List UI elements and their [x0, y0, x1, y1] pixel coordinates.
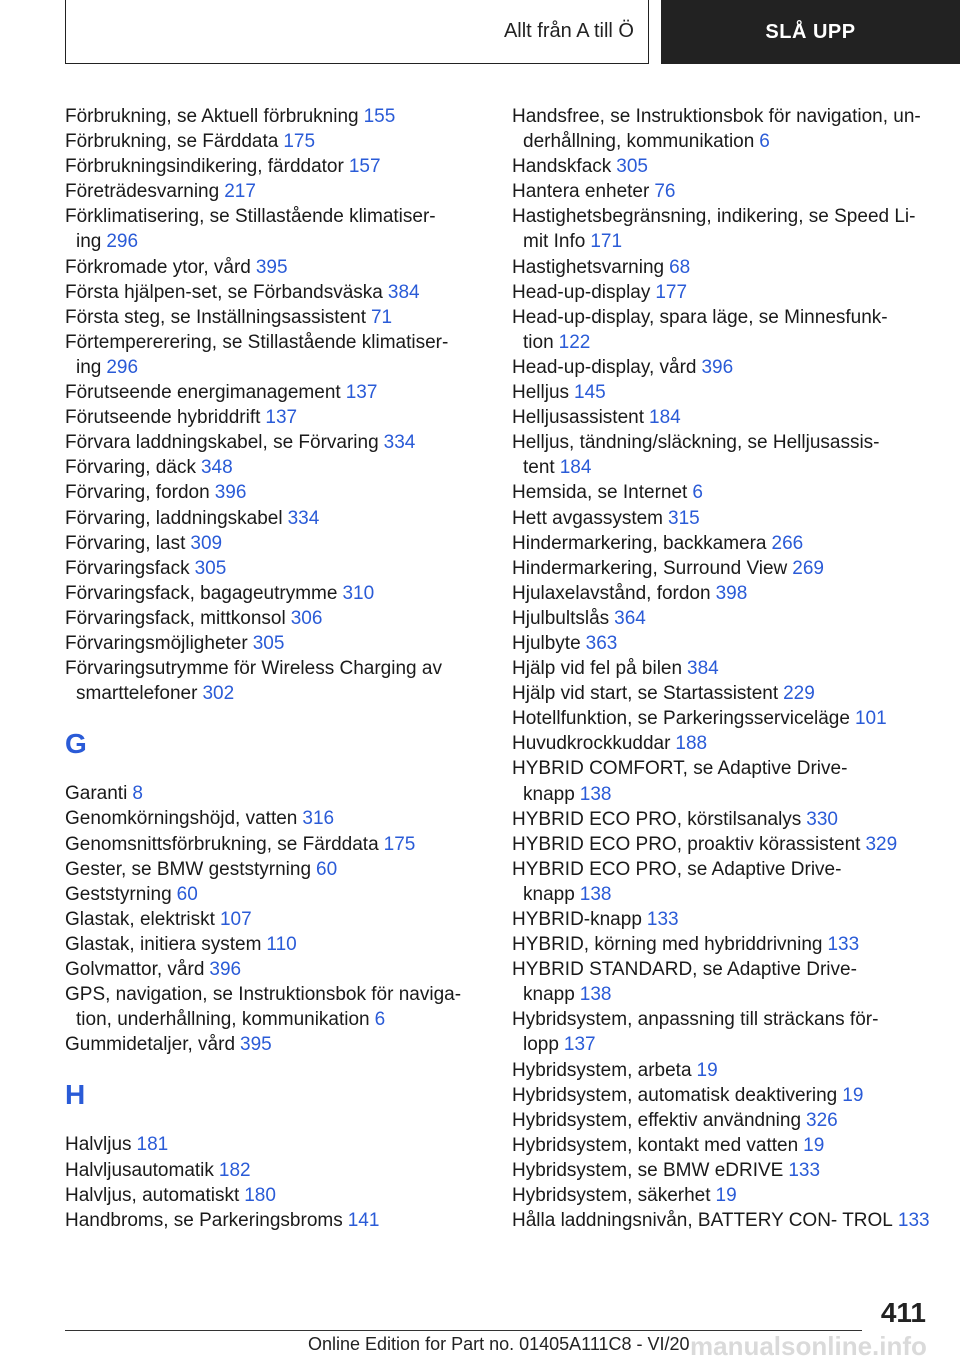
page-link[interactable]: 180	[244, 1184, 276, 1206]
page-link[interactable]: 19	[842, 1084, 864, 1106]
page-link[interactable]: 107	[219, 908, 252, 930]
page-link[interactable]: 137	[345, 382, 378, 404]
page-link[interactable]: 177	[655, 281, 688, 303]
index-entry-text: Helljus	[512, 382, 570, 404]
page-link[interactable]: 330	[806, 808, 838, 830]
index-entry-text: Genomkörningshöjd, vatten	[65, 808, 298, 830]
page-link[interactable]: 175	[383, 833, 416, 855]
page-link[interactable]: 266	[771, 532, 804, 554]
index-entry	[512, 355, 932, 380]
page-link[interactable]: 71	[370, 306, 393, 328]
index-entry-text: Hybridsystem, säkerhet	[512, 1185, 711, 1207]
page-link[interactable]: 133	[827, 934, 860, 956]
index-entry	[512, 1133, 932, 1158]
page-link[interactable]: 310	[342, 582, 375, 604]
index-entry-text: Hybridsystem, kontakt med vatten	[512, 1134, 799, 1156]
index-entry-text: Hotellfunktion, se Parkeringsserviceläge	[512, 708, 850, 730]
index-entry	[512, 1208, 932, 1233]
index-entry-text: Hemsida, se Internet	[512, 482, 688, 504]
index-entry	[512, 280, 932, 305]
index-entry	[65, 932, 465, 957]
index-entry	[512, 255, 932, 280]
index-entry	[65, 405, 465, 430]
slaa-upp-button[interactable]	[661, 0, 960, 64]
page-link[interactable]: 334	[287, 507, 320, 529]
page-link[interactable]: 175	[283, 131, 316, 153]
index-entry	[512, 1108, 932, 1133]
index-entry	[65, 606, 465, 631]
index-entry-text: Förvaring, last	[65, 532, 186, 554]
page-number: 411	[880, 1297, 926, 1328]
index-entry-text: Hjulbyte	[512, 632, 581, 654]
index-entry	[512, 731, 932, 756]
index-entry-text: Halvljusautomatik	[65, 1159, 214, 1181]
index-entry	[512, 857, 932, 907]
index-entry	[512, 681, 932, 706]
index-entry	[65, 104, 465, 129]
page-link[interactable]: 316	[302, 808, 335, 830]
page-link[interactable]: 133	[646, 909, 679, 930]
page-link[interactable]: 395	[240, 1034, 272, 1056]
index-entry	[65, 581, 465, 606]
index-entry-text: Halvljus	[65, 1134, 132, 1156]
index-entry-text: Hybridsystem, automatisk deaktivering	[512, 1084, 838, 1106]
index-entry-text: Hett avgassystem	[512, 507, 663, 529]
index-entry	[512, 154, 932, 179]
index-entry-text: Förvaringsfack, mittkonsol	[65, 607, 286, 629]
index-entry	[512, 305, 932, 355]
index-entry-text: Handbroms, se Parkeringsbroms	[65, 1209, 343, 1231]
index-entry-text: Hålla laddningsnivån, BATTERY CON- TROL	[512, 1210, 893, 1232]
index-entry	[65, 907, 465, 932]
index-entry-text: Genomsnittsförbrukning, se Färddata	[65, 833, 379, 855]
index-entry	[512, 807, 932, 832]
index-entry-text: Förvaringsfack, bagageutrymme	[65, 582, 338, 604]
page-link[interactable]: 217	[224, 181, 256, 203]
index-entry-text: Förtempererering, se Stillastående klimatiser- ing	[65, 331, 449, 378]
index-entry	[65, 656, 465, 706]
page-link[interactable]: 315	[668, 507, 700, 529]
index-entry	[65, 129, 465, 154]
index-entry-text: Förutseende hybriddrift	[65, 407, 261, 429]
index-entry	[65, 857, 465, 882]
page-link[interactable]: 334	[383, 432, 416, 454]
slaa-upp-label: SLÅ UPP	[765, 20, 856, 43]
page-link[interactable]: 329	[865, 833, 898, 855]
page-link[interactable]: 229	[783, 683, 815, 705]
index-entry-text: Hjulaxelavstånd, fordon	[512, 582, 711, 604]
page-link[interactable]: 363	[585, 632, 618, 654]
page-link[interactable]: 396	[214, 482, 247, 504]
index-entry-text: Garanti	[65, 783, 128, 805]
index-entry	[65, 806, 465, 831]
index-entry-text: Hjälp vid fel på bilen	[512, 658, 683, 680]
index-entry	[512, 531, 932, 556]
index-entry	[65, 631, 465, 656]
index-entry	[512, 932, 932, 957]
index-entry-text: Halvljus, automatiskt	[65, 1184, 240, 1206]
page-link[interactable]: 145	[574, 382, 606, 404]
index-entry-text: Förvaringsutrymme för Wireless Charging av smarttelefoner	[65, 658, 442, 705]
section-tab[interactable]	[65, 0, 649, 64]
index-entry	[512, 104, 932, 154]
index-entry	[65, 330, 465, 380]
index-entry	[512, 556, 932, 581]
index-entry-text: Geststyrning	[65, 883, 172, 905]
page-link[interactable]: 384	[687, 658, 719, 680]
index-entry-text: Golvmattor, vård	[65, 959, 205, 980]
index-entry-text: Hjulbultslås	[512, 607, 610, 629]
index-entry-text: Hybridsystem, se BMW eDRIVE	[512, 1159, 784, 1181]
index-entry-text: Hantera enheter	[512, 181, 650, 203]
page-link[interactable]: 60	[176, 883, 198, 905]
index-entry	[65, 204, 465, 254]
index-entry	[512, 380, 932, 405]
index-entry	[65, 1183, 465, 1208]
index-entry-text: Förbrukning, se Färddata	[65, 131, 279, 153]
page-link[interactable]: 137	[563, 1034, 596, 1056]
page-link[interactable]: 133	[788, 1159, 821, 1181]
index-entry	[512, 204, 932, 254]
page-link[interactable]: 157	[348, 156, 381, 178]
index-column-right	[512, 104, 932, 1233]
index-entry-text: HYBRID ECO PRO, se Adaptive Drive- knapp	[512, 858, 842, 905]
index-entry	[512, 907, 932, 932]
index-entry	[512, 506, 932, 531]
index-entry	[512, 631, 932, 656]
index-entry-text: Förvaringsfack	[65, 557, 190, 579]
page-link[interactable]: 181	[136, 1134, 169, 1156]
page-link[interactable]: 68	[669, 256, 691, 278]
index-entry-text: Gester, se BMW geststyrning	[65, 858, 312, 880]
index-entry-text: Förvara laddningskabel, se Förvaring	[65, 432, 379, 454]
page-link[interactable]: 138	[579, 883, 612, 905]
page-link[interactable]: 302	[202, 683, 235, 705]
index-entry-text: Förbrukning, se Aktuell förbrukning	[65, 106, 359, 127]
index-entry	[65, 1208, 465, 1233]
index-entry-text: Handsfree, se Instruktionsbok för navigation, un- derhållning, kommunikation	[512, 106, 921, 153]
index-entry-text: Gummidetaljer, vård	[65, 1034, 236, 1056]
index-entry	[512, 1183, 932, 1208]
index-entry-text: Handskfack	[512, 156, 612, 178]
page-link[interactable]: 384	[387, 281, 420, 303]
page-link[interactable]: 305	[616, 156, 648, 178]
index-entry	[65, 480, 465, 505]
section-letter: H	[65, 1079, 86, 1111]
index-entry	[65, 1132, 465, 1157]
index-entry-text: Helljusassistent	[512, 407, 644, 429]
index-entry	[65, 506, 465, 531]
page-link[interactable]: 60	[316, 858, 338, 880]
index-entry	[512, 706, 932, 731]
page-link[interactable]: 8	[132, 783, 143, 805]
page-link[interactable]: 296	[106, 356, 139, 378]
index-entry	[65, 882, 465, 907]
page-link[interactable]: 6	[374, 1009, 386, 1031]
index-entry	[512, 480, 932, 505]
index-entry-text: Hindermarkering, Surround View	[512, 557, 788, 579]
index-entry	[512, 179, 932, 204]
index-entry-text: Förutseende energimanagement	[65, 382, 341, 404]
page-link[interactable]: 133	[897, 1210, 930, 1232]
index-entry-text: Hybridsystem, effektiv användning	[512, 1109, 802, 1131]
page-link[interactable]: 348	[200, 457, 233, 479]
index-entry	[65, 380, 465, 405]
page-link[interactable]: 155	[363, 106, 396, 127]
index-entry	[65, 832, 465, 857]
index-entry-text: Glastak, initiera system	[65, 933, 262, 955]
section-title: Allt från A till Ö	[503, 20, 634, 42]
index-entry	[65, 255, 465, 280]
index-entry	[65, 1032, 465, 1057]
page-link[interactable]: 19	[803, 1134, 825, 1156]
index-entry	[65, 531, 465, 556]
index-entry	[65, 957, 465, 982]
index-entry	[512, 1058, 932, 1083]
page-link[interactable]: 6	[692, 482, 703, 504]
index-entry-text: Förvaring, laddningskabel	[65, 507, 283, 529]
page-link[interactable]: 138	[579, 783, 612, 805]
index-entry-text: HYBRID STANDARD, se Adaptive Drive- knapp	[512, 959, 857, 1006]
index-entry	[512, 1158, 932, 1183]
index-entry-text: Glastak, elektriskt	[65, 908, 215, 930]
index-entry	[65, 455, 465, 480]
index-entry-text: Företrädesvarning	[65, 181, 220, 203]
index-entry-text: Förklimatisering, se Stillastående klimatiser- ing	[65, 206, 436, 253]
page-link[interactable]: 141	[347, 1209, 380, 1231]
index-entry	[65, 781, 465, 806]
index-entry	[512, 405, 932, 430]
page-link[interactable]: 305	[194, 557, 227, 579]
index-entry-text: Första steg, se Inställningsassistent	[65, 306, 366, 328]
index-entry	[512, 606, 932, 631]
index-entry	[65, 556, 465, 581]
index-entry-text: HYBRID ECO PRO, proaktiv körassistent	[512, 833, 861, 855]
index-entry	[512, 756, 932, 806]
index-entry-text: Hybridsystem, anpassning till sträckans för- lopp	[512, 1009, 879, 1056]
page-link[interactable]: 306	[290, 607, 323, 629]
index-entry-text: Förvaringsmöjligheter	[65, 632, 248, 654]
page-link[interactable]: 122	[558, 331, 591, 353]
page-link[interactable]: 188	[675, 733, 708, 755]
page-link[interactable]: 19	[696, 1059, 718, 1081]
index-column-left	[65, 104, 465, 1233]
page-link[interactable]: 101	[854, 708, 887, 730]
index-entry-text: HYBRID-knapp	[512, 909, 642, 930]
section-letter: G	[65, 728, 87, 760]
index-entry	[512, 832, 932, 857]
page-link[interactable]: 184	[559, 457, 592, 479]
page-link[interactable]: 364	[614, 607, 646, 629]
page-link[interactable]: 138	[579, 984, 612, 1006]
index-entry	[512, 1083, 932, 1108]
index-entry-text: HYBRID COMFORT, se Adaptive Drive- knapp	[512, 758, 848, 805]
index-entry	[512, 581, 932, 606]
index-entry-text: Hybridsystem, arbeta	[512, 1059, 692, 1081]
page-link[interactable]: 396	[209, 959, 242, 980]
index-entry-text: Head-up-display, spara läge, se Minnesfunk- tion	[512, 306, 888, 353]
index-entry	[65, 982, 465, 1032]
index-entry-text: Hindermarkering, backkamera	[512, 532, 767, 554]
index-entry-text: Head-up-display, vård	[512, 356, 697, 378]
page-link[interactable]: 395	[255, 256, 288, 278]
page-link[interactable]: 326	[806, 1109, 838, 1131]
index-entry-text: Förbrukningsindikering, färddator	[65, 156, 344, 178]
index-entry	[65, 1158, 465, 1183]
watermark: manualsonline.info	[690, 1331, 927, 1361]
index-entry-text: Förvaring, däck	[65, 457, 196, 479]
page-link[interactable]: 182	[218, 1159, 251, 1181]
footer-edition: Online Edition for Part no. 01405A111C8 - VI/20	[308, 1334, 690, 1354]
index-entry-text: Förvaring, fordon	[65, 482, 210, 504]
page-link[interactable]: 76	[654, 181, 676, 203]
index-entry-text: Hastighetsbegränsning, indikering, se Speed Li- mit Info	[512, 206, 916, 253]
index-entry-text: HYBRID ECO PRO, körstilsanalys	[512, 808, 802, 830]
page-link[interactable]: 184	[649, 407, 681, 429]
page-link[interactable]: 305	[252, 632, 285, 654]
index-entry-text: Förkromade ytor, vård	[65, 256, 251, 278]
index-entry-text: Första hjälpen-set, se Förbandsväska	[65, 281, 383, 303]
index-entry-text: HYBRID, körning med hybriddrivning	[512, 934, 823, 956]
index-entry	[512, 1007, 932, 1057]
page-link[interactable]: 137	[265, 407, 298, 429]
index-entry-text: GPS, navigation, se Instruktionsbok för naviga- tion, underhållning, kommunikation	[65, 984, 462, 1031]
index-entry	[65, 305, 465, 330]
page-link[interactable]: 171	[590, 231, 623, 253]
page-link[interactable]: 398	[715, 582, 748, 604]
index-entry	[65, 430, 465, 455]
page-link[interactable]: 296	[106, 231, 139, 253]
index-entry-text: Head-up-display	[512, 281, 651, 303]
page-link[interactable]: 19	[715, 1185, 737, 1207]
index-entry-text: Huvudkrockkuddar	[512, 733, 671, 755]
page-link[interactable]: 269	[792, 557, 824, 579]
index-entry	[65, 154, 465, 179]
index-entry-text: Helljus, tändning/släckning, se Helljusassis- tent	[512, 432, 880, 479]
index-entry	[65, 179, 465, 204]
index-entry-text: Hjälp vid start, se Startassistent	[512, 683, 779, 705]
index-entry	[65, 280, 465, 305]
page-link[interactable]: 396	[701, 356, 734, 378]
page-link[interactable]: 309	[190, 532, 223, 554]
page-link[interactable]: 6	[759, 131, 770, 153]
index-entry	[512, 656, 932, 681]
index-entry-text: Hastighetsvarning	[512, 256, 665, 278]
page-link[interactable]: 110	[266, 933, 297, 955]
index-entry	[512, 957, 932, 1007]
index-entry	[512, 430, 932, 480]
